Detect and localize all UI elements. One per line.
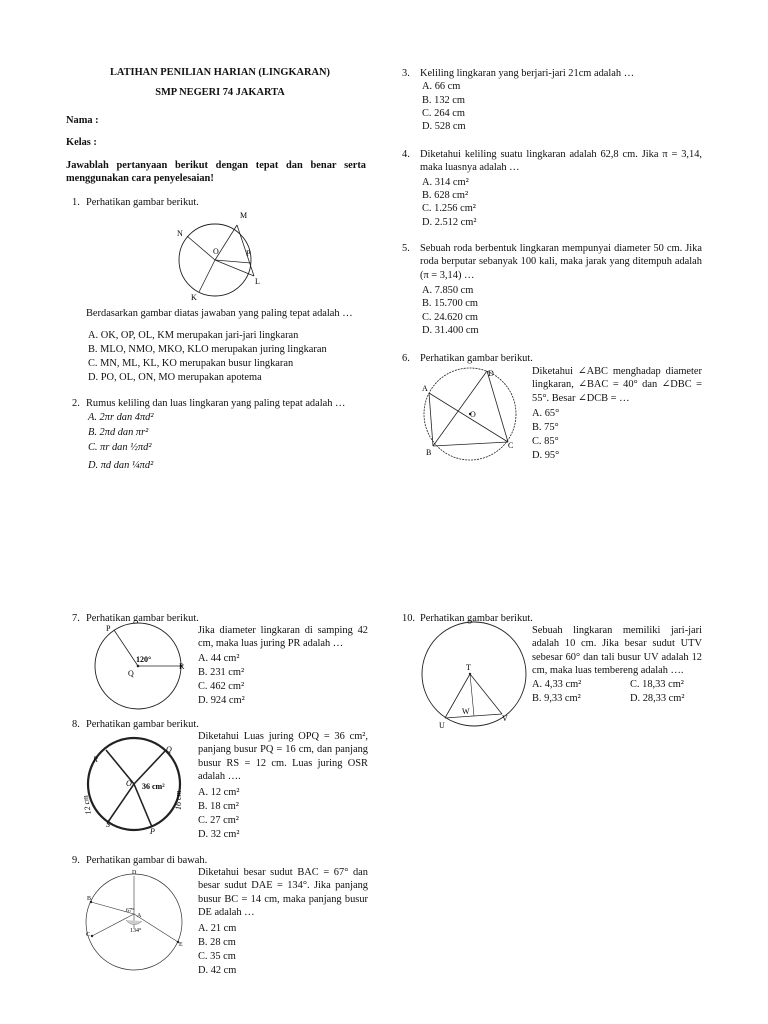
q5-option-b[interactable]: B. 15.700 cm xyxy=(422,298,478,309)
q5-number: 5. xyxy=(402,243,410,254)
q10-option-a[interactable]: A. 4,33 cm² xyxy=(532,679,582,690)
q6-option-d[interactable]: D. 95° xyxy=(532,450,560,461)
q1-option-b[interactable]: B. MLO, NMO, MKO, KLO merupakan juring lingkaran xyxy=(88,344,327,355)
q7-label-q: Q xyxy=(128,669,134,678)
q6-label-c: C xyxy=(508,441,514,450)
q9-number: 9. xyxy=(72,855,80,866)
q1-option-c[interactable]: C. MN, ML, KL, KO merupakan busur lingkaran xyxy=(88,358,294,369)
q1-label-p: P xyxy=(246,249,251,258)
q10-label-u: U xyxy=(439,721,445,730)
q9-angle-67: 67° xyxy=(126,908,135,914)
q8-stem: Perhatikan gambar berikut. xyxy=(86,719,199,730)
q2-option-a[interactable]: A. 2πr dan 4πd² xyxy=(88,412,154,423)
q3-option-a[interactable]: A. 66 cm xyxy=(422,81,461,92)
q1-label-l: L xyxy=(255,277,260,286)
q9-option-d[interactable]: D. 42 cm xyxy=(198,965,237,976)
q4-number: 4. xyxy=(402,149,410,160)
q2-number: 2. xyxy=(72,398,80,409)
q6-label-o: O xyxy=(470,410,476,419)
q6-stem: Perhatikan gambar berikut. xyxy=(420,353,533,364)
q1-circle-figure xyxy=(170,208,280,308)
q4-stem: Diketahui keliling suatu lingkaran adalah 62,8 cm. Jika π = 3,14, maka luasnya adalah … xyxy=(420,149,702,174)
q6-label-d: D xyxy=(488,369,494,378)
q8-label-q: Q xyxy=(166,745,172,754)
q8-area-label: 36 cm² xyxy=(142,782,165,791)
q1-label-m: M xyxy=(240,211,248,220)
q8-option-d[interactable]: D. 32 cm² xyxy=(198,829,240,840)
q2-option-b[interactable]: B. 2πd dan πr² xyxy=(88,427,149,438)
q4-option-b[interactable]: B. 628 cm² xyxy=(422,190,469,201)
q8-option-a[interactable]: A. 12 cm² xyxy=(198,787,240,798)
q4-option-a[interactable]: A. 314 cm² xyxy=(422,177,469,188)
q9-angle-134: 134° xyxy=(130,928,142,934)
q1-label-o: O xyxy=(213,247,219,256)
q9-circle-figure xyxy=(86,866,196,978)
q9-option-b[interactable]: B. 28 cm xyxy=(198,937,236,948)
q10-label-v: V xyxy=(502,714,508,723)
q8-label-p: P xyxy=(150,827,155,836)
q1-stem: Perhatikan gambar berikut. xyxy=(86,197,199,208)
page-title: LATIHAN PENILIAN HARIAN (LINGKARAN) xyxy=(109,67,331,78)
q3-number: 3. xyxy=(402,68,410,79)
school-name: SMP NEGERI 74 JAKARTA xyxy=(155,87,285,98)
q7-angle-label: 120° xyxy=(136,655,152,664)
q6-text: Diketahui ∠ABC menghadap diameter lingkaran, ∠BAC = 40° dan ∠DBC = 55°. Besar ∠DCB = … xyxy=(532,366,702,404)
q3-stem: Keliling lingkaran yang berjari-jari 21cm adalah … xyxy=(420,68,635,79)
q3-option-c[interactable]: C. 264 cm xyxy=(422,108,466,119)
q1-option-d[interactable]: D. PO, OL, ON, MO merupakan apotema xyxy=(88,372,262,383)
q6-option-a[interactable]: A. 65° xyxy=(532,408,560,419)
q5-option-c[interactable]: C. 24.620 cm xyxy=(422,312,478,323)
q6-option-c[interactable]: C. 85° xyxy=(532,436,559,447)
q9-text: Diketahui besar sudut BAC = 67° dan besar sudut DAE = 134°. Jika panjang busur BC = 14 cm, maka panjang busur DE adalah … xyxy=(198,867,368,918)
q6-label-b: B xyxy=(426,448,432,457)
q10-label-t: T xyxy=(466,663,471,672)
q7-option-b[interactable]: B. 231 cm² xyxy=(198,667,245,678)
q7-option-c[interactable]: C. 462 cm² xyxy=(198,681,245,692)
q8-rs-label: 12 cm xyxy=(80,794,93,816)
q10-label-w: W xyxy=(462,707,470,716)
q10-option-b[interactable]: B. 9,33 cm² xyxy=(532,693,581,704)
q8-label-r: R xyxy=(93,755,98,764)
q8-number: 8. xyxy=(72,719,80,730)
q9-label-b: B xyxy=(87,896,92,902)
q4-option-d[interactable]: D. 2.512 cm² xyxy=(422,217,477,228)
q7-circle-figure xyxy=(86,620,196,715)
q9-label-a: A xyxy=(137,913,142,919)
q10-number: 10. xyxy=(402,613,415,624)
q1-option-a[interactable]: A. OK, OP, OL, KM merupakan jari-jari lingkaran xyxy=(88,330,299,341)
q5-option-d[interactable]: D. 31.400 cm xyxy=(422,325,479,336)
q10-option-c[interactable]: C. 18,33 cm² xyxy=(630,679,684,690)
q2-stem: Rumus keliling dan luas lingkaran yang paling tepat adalah … xyxy=(86,398,346,409)
q5-option-a[interactable]: A. 7.850 cm xyxy=(422,285,474,296)
q7-stem: Perhatikan gambar berikut. xyxy=(86,613,199,624)
q8-text: Diketahui Luas juring OPQ = 36 cm², panjang busur PQ = 16 cm, dan panjang busur RS = 12 cm. Luas juring OSR adalah …. xyxy=(198,731,368,782)
q9-option-a[interactable]: A. 21 cm xyxy=(198,923,237,934)
q10-option-d[interactable]: D. 28,33 cm² xyxy=(630,693,685,704)
q9-option-c[interactable]: C. 35 cm xyxy=(198,951,236,962)
q10-circle-figure xyxy=(418,620,530,732)
q8-option-b[interactable]: B. 18 cm² xyxy=(198,801,239,812)
nama-label: Nama : xyxy=(66,115,99,126)
q6-label-a: A xyxy=(422,384,428,393)
q1-label-k: K xyxy=(191,293,197,302)
q8-label-s: S xyxy=(106,820,110,829)
q7-label-p: P xyxy=(106,624,111,633)
kelas-label: Kelas : xyxy=(66,137,97,148)
q4-option-c[interactable]: C. 1.256 cm² xyxy=(422,203,476,214)
q9-stem: Perhatikan gambar di bawah. xyxy=(86,855,208,866)
q9-label-c: C xyxy=(86,932,91,938)
q5-stem: Sebuah roda berbentuk lingkaran mempunyai diameter 50 cm. Jika roda berputar sebanyak 100 kali, maka jarak yang ditempuh adalah (π = 3,14) … xyxy=(420,243,702,281)
q8-circle-figure xyxy=(80,730,196,840)
q6-circle-figure xyxy=(420,364,520,464)
q9-label-e: E xyxy=(179,942,183,948)
q8-label-o: O xyxy=(126,779,132,788)
q10-stem: Perhatikan gambar berikut. xyxy=(420,613,533,624)
q6-option-b[interactable]: B. 75° xyxy=(532,422,559,433)
q10-text: Sebuah lingkaran memiliki jari-jari adalah 10 cm. Jika besar sudut UTV sebesar 60° dan tali busur UV adalah 12 cm, maka luas tembereng adalah …. xyxy=(532,625,702,676)
q1-label-n: N xyxy=(177,229,183,238)
q7-number: 7. xyxy=(72,613,80,624)
q2-option-d[interactable]: D. πd dan ¼πd² xyxy=(88,460,154,471)
q7-option-a[interactable]: A. 44 cm² xyxy=(198,653,240,664)
q1-number: 1. xyxy=(72,197,80,208)
q8-option-c[interactable]: C. 27 cm² xyxy=(198,815,239,826)
q7-label-r: R xyxy=(179,662,185,671)
q8-pq-label: 16 cm xyxy=(174,790,183,810)
q7-text: Jika diameter lingkaran di samping 42 cm, maka luas juring PR adalah … xyxy=(198,625,368,650)
q3-option-d[interactable]: D. 528 cm xyxy=(422,121,466,132)
q1-prompt: Berdasarkan gambar diatas jawaban yang paling tepat adalah … xyxy=(86,308,353,319)
q2-option-c[interactable]: C. πr dan ½πd² xyxy=(88,442,152,453)
q6-number: 6. xyxy=(402,353,410,364)
q3-option-b[interactable]: B. 132 cm xyxy=(422,95,466,106)
q7-option-d[interactable]: D. 924 cm² xyxy=(198,695,245,706)
q9-label-d: D xyxy=(132,870,137,876)
instruction: Jawablah pertanyaan berikut dengan tepat dan benar serta menggunakan cara penyelesaian! xyxy=(66,160,366,185)
